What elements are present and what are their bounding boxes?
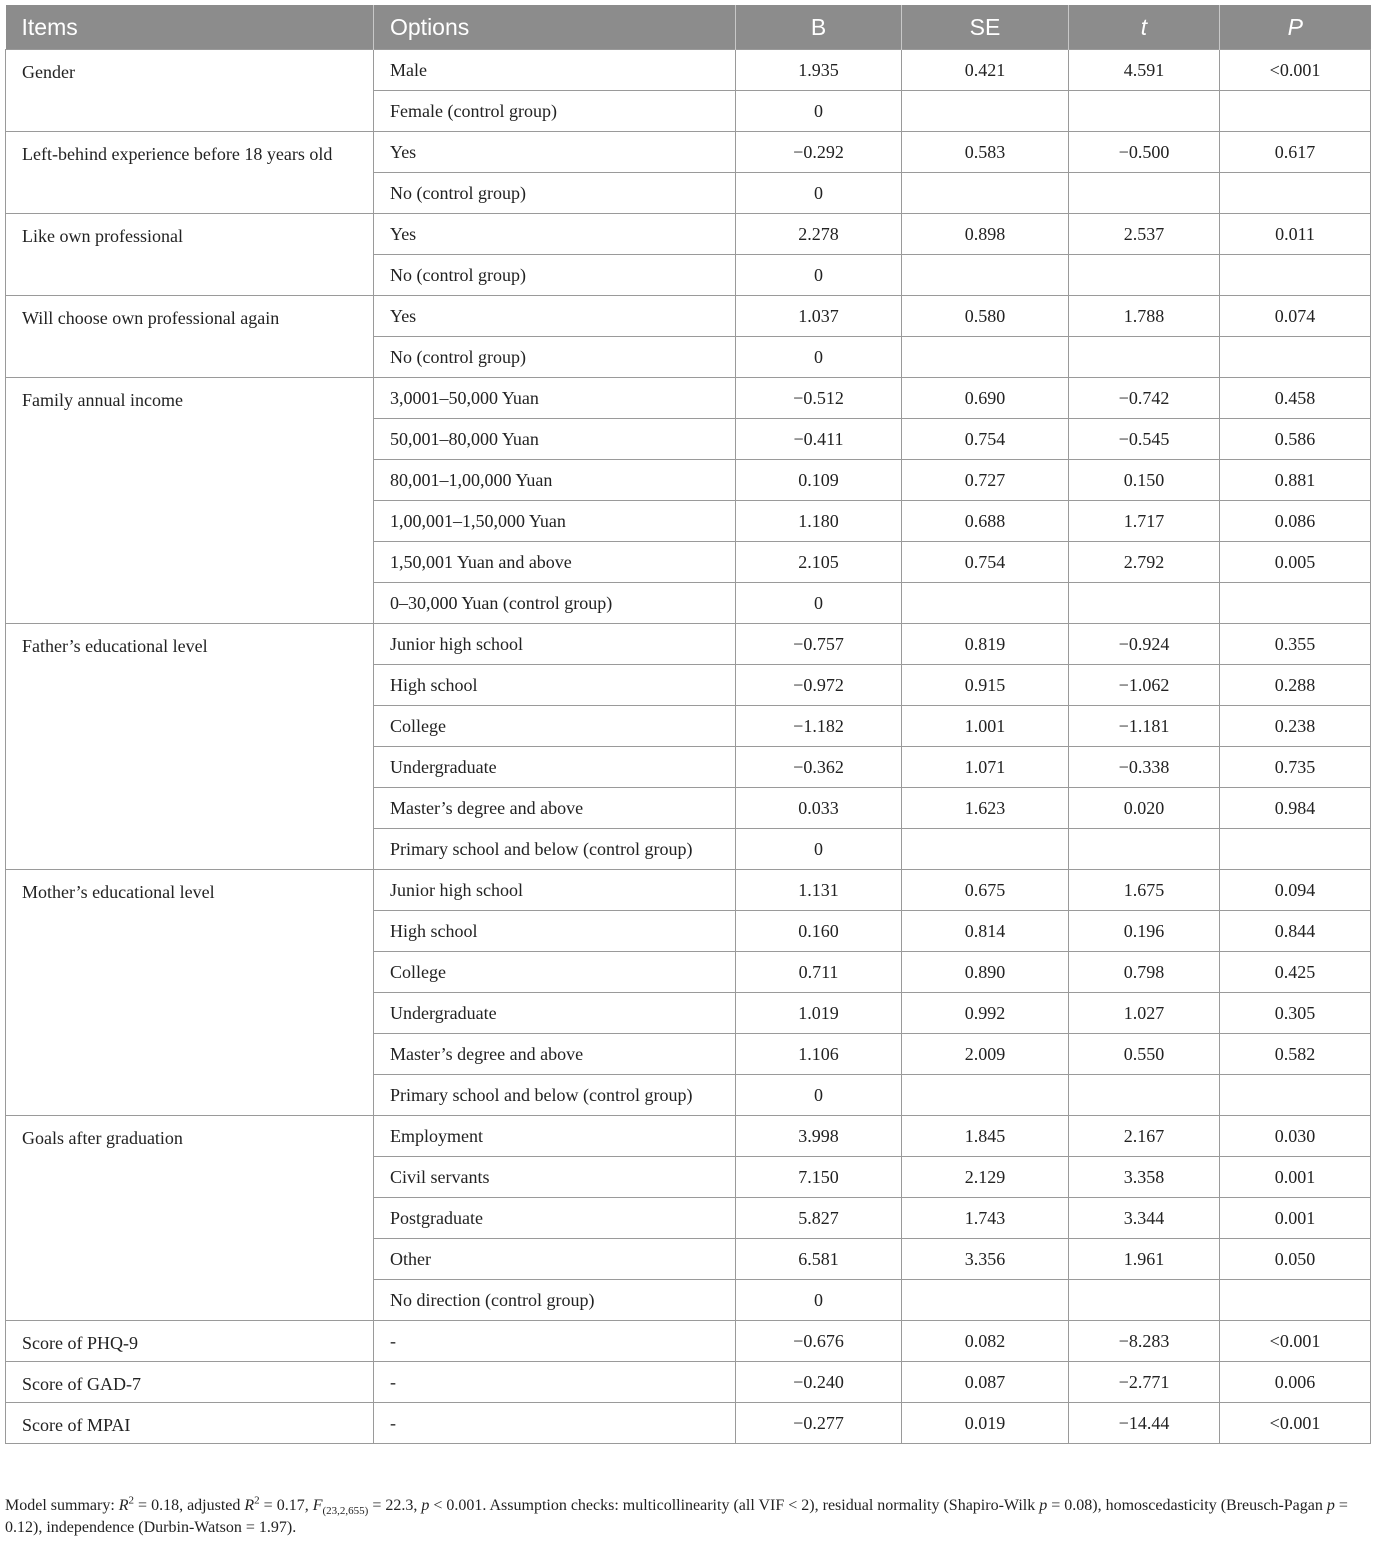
option-cell: Employment [374, 1116, 736, 1157]
adj-r-squared-symbol: R [244, 1497, 255, 1514]
table-row [6, 1362, 1371, 1403]
value-cell-t: −0.338 [1069, 747, 1220, 788]
header-row [6, 5, 1371, 50]
value-cell-b: −0.676 [736, 1321, 902, 1362]
regression-table [5, 5, 1371, 1444]
value-cell-t [1069, 255, 1220, 296]
value-cell-se: 0.915 [902, 665, 1069, 706]
footnote-text-5: < 0.001. Assumption checks: multicollinearity (all VIF < 2), residual normality (Shapiro-Wilk [429, 1497, 1040, 1514]
value-cell-t: 1.027 [1069, 993, 1220, 1034]
header-se: SE [902, 5, 1069, 50]
value-cell-p: 0.238 [1220, 706, 1371, 747]
value-cell-b: 6.581 [736, 1239, 902, 1280]
value-cell-p: 0.984 [1220, 788, 1371, 829]
option-cell: No (control group) [374, 255, 736, 296]
value-cell-se: 0.675 [902, 870, 1069, 911]
p-symbol: p [1326, 1497, 1335, 1514]
r-squared-symbol: R [118, 1497, 129, 1514]
value-cell-se: 1.845 [902, 1116, 1069, 1157]
value-cell-b: 0 [736, 337, 902, 378]
item-cell: Father’s educational level [6, 624, 374, 870]
value-cell-se: 0.087 [902, 1362, 1069, 1403]
value-cell-se: 0.814 [902, 911, 1069, 952]
option-cell: 1,50,001 Yuan and above [374, 542, 736, 583]
option-cell: High school [374, 911, 736, 952]
value-cell-b: 0 [736, 91, 902, 132]
value-cell-t: 2.792 [1069, 542, 1220, 583]
value-cell-se [902, 337, 1069, 378]
value-cell-p: 0.735 [1220, 747, 1371, 788]
footnote-text-6: = 0.08), homoscedasticity (Breusch-Pagan [1047, 1497, 1327, 1514]
p-symbol: p [421, 1497, 430, 1514]
value-cell-p: 0.305 [1220, 993, 1371, 1034]
value-cell-p: 0.881 [1220, 460, 1371, 501]
option-cell: No (control group) [374, 173, 736, 214]
value-cell-p: 0.030 [1220, 1116, 1371, 1157]
item-cell: Will choose own professional again [6, 296, 374, 378]
value-cell-se [902, 173, 1069, 214]
value-cell-b: 1.106 [736, 1034, 902, 1075]
value-cell-p: <0.001 [1220, 1321, 1371, 1362]
item-cell: Left-behind experience before 18 years old [6, 132, 374, 214]
option-cell: No direction (control group) [374, 1280, 736, 1321]
value-cell-t: −14.44 [1069, 1403, 1220, 1444]
item-cell: Score of GAD-7 [6, 1362, 374, 1403]
value-cell-t: 1.961 [1069, 1239, 1220, 1280]
value-cell-p: 0.617 [1220, 132, 1371, 173]
value-cell-se [902, 91, 1069, 132]
table-row [6, 624, 1371, 665]
table-row [6, 378, 1371, 419]
option-cell: Female (control group) [374, 91, 736, 132]
option-cell: Master’s degree and above [374, 788, 736, 829]
footnote-text-4: = 22.3, [368, 1497, 422, 1514]
value-cell-p [1220, 1075, 1371, 1116]
value-cell-p: 0.425 [1220, 952, 1371, 993]
value-cell-p [1220, 255, 1371, 296]
value-cell-b: −0.292 [736, 132, 902, 173]
value-cell-t: 0.150 [1069, 460, 1220, 501]
value-cell-t: 1.717 [1069, 501, 1220, 542]
value-cell-b: 0 [736, 173, 902, 214]
header-t: t [1069, 5, 1220, 50]
value-cell-b: −1.182 [736, 706, 902, 747]
value-cell-p: 0.001 [1220, 1157, 1371, 1198]
value-cell-p [1220, 1280, 1371, 1321]
option-cell: College [374, 952, 736, 993]
option-cell: Undergraduate [374, 993, 736, 1034]
value-cell-b: 0 [736, 1075, 902, 1116]
footnote-text-7: = 0.12), independence (Durbin-Watson = 1.97). [5, 1497, 1348, 1536]
value-cell-t: −1.181 [1069, 706, 1220, 747]
value-cell-p: 0.288 [1220, 665, 1371, 706]
header-b: B [736, 5, 902, 50]
option-cell: Yes [374, 132, 736, 173]
table-body [6, 50, 1371, 1444]
value-cell-se: 0.421 [902, 50, 1069, 91]
value-cell-se: 3.356 [902, 1239, 1069, 1280]
value-cell-se: 0.583 [902, 132, 1069, 173]
value-cell-b: 1.131 [736, 870, 902, 911]
option-cell: Junior high school [374, 624, 736, 665]
value-cell-b: 3.998 [736, 1116, 902, 1157]
item-cell: Mother’s educational level [6, 870, 374, 1116]
value-cell-t: 3.344 [1069, 1198, 1220, 1239]
option-cell: High school [374, 665, 736, 706]
option-cell: Civil servants [374, 1157, 736, 1198]
value-cell-t: 2.167 [1069, 1116, 1220, 1157]
table-row [6, 1116, 1371, 1157]
value-cell-t [1069, 337, 1220, 378]
value-cell-b: −0.757 [736, 624, 902, 665]
option-cell: College [374, 706, 736, 747]
table-row [6, 50, 1371, 91]
option-cell: Yes [374, 214, 736, 255]
footnote-text-1: Model summary: [5, 1497, 119, 1514]
option-cell: 50,001–80,000 Yuan [374, 419, 736, 460]
value-cell-p: 0.582 [1220, 1034, 1371, 1075]
header-p: P [1220, 5, 1371, 50]
value-cell-b: 5.827 [736, 1198, 902, 1239]
table-row [6, 214, 1371, 255]
value-cell-b: −0.240 [736, 1362, 902, 1403]
value-cell-p: 0.074 [1220, 296, 1371, 337]
adj-r-squared-exponent: 2 [254, 1494, 260, 1507]
table-row [6, 1321, 1371, 1362]
value-cell-t: 0.798 [1069, 952, 1220, 993]
option-cell: 80,001–1,00,000 Yuan [374, 460, 736, 501]
value-cell-se [902, 1075, 1069, 1116]
value-cell-p [1220, 337, 1371, 378]
value-cell-t [1069, 1280, 1220, 1321]
value-cell-p: 0.458 [1220, 378, 1371, 419]
value-cell-b: 1.935 [736, 50, 902, 91]
value-cell-se: 0.754 [902, 542, 1069, 583]
value-cell-t: −0.924 [1069, 624, 1220, 665]
item-cell: Gender [6, 50, 374, 132]
option-cell: Other [374, 1239, 736, 1280]
value-cell-se [902, 1280, 1069, 1321]
value-cell-p: 0.011 [1220, 214, 1371, 255]
value-cell-p: 0.050 [1220, 1239, 1371, 1280]
value-cell-b: 0 [736, 583, 902, 624]
value-cell-se: 1.623 [902, 788, 1069, 829]
footnote-text-2: = 0.18, adjusted [134, 1497, 245, 1514]
header-options: Options [374, 5, 736, 50]
value-cell-t: 0.550 [1069, 1034, 1220, 1075]
value-cell-b: 1.180 [736, 501, 902, 542]
value-cell-p: 0.001 [1220, 1198, 1371, 1239]
value-cell-t: 2.537 [1069, 214, 1220, 255]
value-cell-se: 0.890 [902, 952, 1069, 993]
value-cell-se: 1.001 [902, 706, 1069, 747]
table-row [6, 132, 1371, 173]
value-cell-se: 0.992 [902, 993, 1069, 1034]
value-cell-p [1220, 173, 1371, 214]
value-cell-p: 0.586 [1220, 419, 1371, 460]
value-cell-se: 0.690 [902, 378, 1069, 419]
value-cell-b: 7.150 [736, 1157, 902, 1198]
value-cell-se: 2.129 [902, 1157, 1069, 1198]
value-cell-b: −0.411 [736, 419, 902, 460]
value-cell-p: 0.094 [1220, 870, 1371, 911]
value-cell-p [1220, 583, 1371, 624]
table-header [6, 5, 1371, 50]
item-cell: Score of MPAI [6, 1403, 374, 1444]
value-cell-t: 1.675 [1069, 870, 1220, 911]
value-cell-p: <0.001 [1220, 50, 1371, 91]
option-cell: Undergraduate [374, 747, 736, 788]
value-cell-se [902, 829, 1069, 870]
value-cell-t: −0.500 [1069, 132, 1220, 173]
table-row [6, 296, 1371, 337]
value-cell-t: 4.591 [1069, 50, 1220, 91]
value-cell-b: 0 [736, 255, 902, 296]
value-cell-t [1069, 829, 1220, 870]
value-cell-b: 1.037 [736, 296, 902, 337]
value-cell-se: 1.743 [902, 1198, 1069, 1239]
value-cell-b: 0.160 [736, 911, 902, 952]
value-cell-p: 0.005 [1220, 542, 1371, 583]
item-cell: Score of PHQ-9 [6, 1321, 374, 1362]
value-cell-se: 0.082 [902, 1321, 1069, 1362]
option-cell: - [374, 1403, 736, 1444]
option-cell: Male [374, 50, 736, 91]
value-cell-b: −0.362 [736, 747, 902, 788]
option-cell: - [374, 1362, 736, 1403]
value-cell-se: 2.009 [902, 1034, 1069, 1075]
table-row [6, 1403, 1371, 1444]
option-cell: No (control group) [374, 337, 736, 378]
value-cell-se [902, 583, 1069, 624]
value-cell-t [1069, 173, 1220, 214]
value-cell-t: −8.283 [1069, 1321, 1220, 1362]
option-cell: Junior high school [374, 870, 736, 911]
value-cell-se [902, 255, 1069, 296]
value-cell-se: 0.754 [902, 419, 1069, 460]
value-cell-t: 1.788 [1069, 296, 1220, 337]
item-cell: Like own professional [6, 214, 374, 296]
value-cell-b: 0.109 [736, 460, 902, 501]
option-cell: Yes [374, 296, 736, 337]
value-cell-se: 0.898 [902, 214, 1069, 255]
option-cell: - [374, 1321, 736, 1362]
value-cell-b: 0.033 [736, 788, 902, 829]
value-cell-se: 0.019 [902, 1403, 1069, 1444]
option-cell: Primary school and below (control group) [374, 829, 736, 870]
value-cell-se: 0.580 [902, 296, 1069, 337]
value-cell-t: −0.545 [1069, 419, 1220, 460]
item-cell: Goals after graduation [6, 1116, 374, 1321]
table-row [6, 870, 1371, 911]
value-cell-t: 0.196 [1069, 911, 1220, 952]
value-cell-p: 0.844 [1220, 911, 1371, 952]
r-squared-exponent: 2 [128, 1494, 135, 1507]
option-cell: 0–30,000 Yuan (control group) [374, 583, 736, 624]
value-cell-se: 1.071 [902, 747, 1069, 788]
value-cell-p: 0.006 [1220, 1362, 1371, 1403]
header-items: Items [6, 5, 374, 50]
value-cell-b: 2.105 [736, 542, 902, 583]
value-cell-se: 0.819 [902, 624, 1069, 665]
value-cell-t [1069, 583, 1220, 624]
value-cell-b: −0.512 [736, 378, 902, 419]
option-cell: 3,0001–50,000 Yuan [374, 378, 736, 419]
item-cell: Family annual income [6, 378, 374, 624]
value-cell-p [1220, 91, 1371, 132]
value-cell-b: 1.019 [736, 993, 902, 1034]
value-cell-t: −0.742 [1069, 378, 1220, 419]
value-cell-b: −0.277 [736, 1403, 902, 1444]
value-cell-b: 0 [736, 829, 902, 870]
value-cell-p [1220, 829, 1371, 870]
f-statistic-df: (23,2,655) [322, 1505, 369, 1518]
value-cell-t: −1.062 [1069, 665, 1220, 706]
value-cell-se: 0.688 [902, 501, 1069, 542]
value-cell-p: 0.355 [1220, 624, 1371, 665]
value-cell-t: 0.020 [1069, 788, 1220, 829]
option-cell: Postgraduate [374, 1198, 736, 1239]
option-cell: 1,00,001–1,50,000 Yuan [374, 501, 736, 542]
value-cell-t [1069, 1075, 1220, 1116]
value-cell-se: 0.727 [902, 460, 1069, 501]
option-cell: Primary school and below (control group) [374, 1075, 736, 1116]
value-cell-b: 0.711 [736, 952, 902, 993]
p-symbol: p [1039, 1497, 1048, 1514]
f-statistic-symbol: F [312, 1497, 323, 1514]
value-cell-t: −2.771 [1069, 1362, 1220, 1403]
value-cell-b: −0.972 [736, 665, 902, 706]
footnote-text-3: = 0.17, [259, 1497, 313, 1514]
model-summary-footnote [5, 1495, 1370, 1539]
option-cell: Master’s degree and above [374, 1034, 736, 1075]
value-cell-t: 3.358 [1069, 1157, 1220, 1198]
value-cell-p: <0.001 [1220, 1403, 1371, 1444]
value-cell-t [1069, 91, 1220, 132]
value-cell-p: 0.086 [1220, 501, 1371, 542]
value-cell-b: 0 [736, 1280, 902, 1321]
value-cell-b: 2.278 [736, 214, 902, 255]
